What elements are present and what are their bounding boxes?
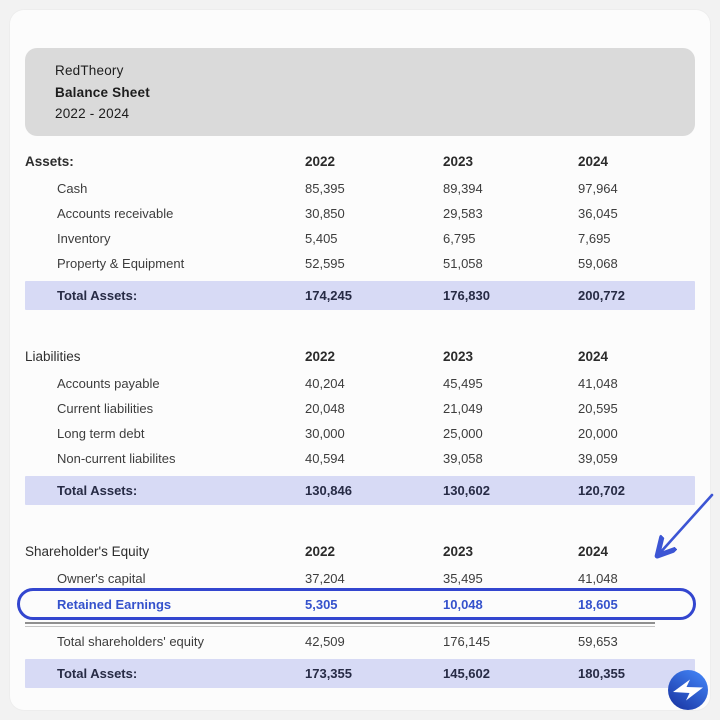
line-item-label: Inventory [57,231,111,246]
section-header-row [25,148,695,174]
line-item-value: 18,605 [578,597,618,612]
line-item-value: 5,405 [305,231,338,246]
line-item-value: 29,583 [443,206,483,221]
total-row [25,659,695,688]
section-header-row [25,538,695,564]
line-item-row [25,421,695,446]
line-item-label: Property & Equipment [57,256,185,271]
line-item-row [25,251,695,276]
company-name: RedTheory [55,63,124,78]
line-item-row [25,629,695,654]
line-item-value: 20,595 [578,401,618,416]
line-item-row [25,226,695,251]
year-column-header: 2022 [305,153,336,169]
report-header [25,48,695,136]
line-item-value: 6,795 [443,231,476,246]
line-item-label: Owner's capital [57,571,146,586]
total-value: 174,245 [305,288,352,303]
lightning-bolt-logo-icon [666,668,710,712]
line-item-value: 36,045 [578,206,618,221]
double-underline [25,622,655,627]
year-column-header: 2023 [443,348,474,364]
total-value: 180,355 [578,666,625,681]
line-item-label: Long term debt [57,426,145,441]
total-label: Total Assets: [57,483,138,498]
total-row [25,476,695,505]
line-item-value: 42,509 [305,634,345,649]
line-item-row [25,396,695,421]
section-1 [25,343,695,505]
line-item-value: 20,000 [578,426,618,441]
line-item-value: 25,000 [443,426,483,441]
total-value: 130,846 [305,483,352,498]
line-item-value: 40,204 [305,376,345,391]
total-label: Total Assets: [57,288,138,303]
line-item-value: 30,850 [305,206,345,221]
line-item-value: 41,048 [578,376,618,391]
section-0 [25,148,695,310]
year-column-header: 2024 [578,543,609,559]
total-value: 120,702 [578,483,625,498]
line-item-value: 21,049 [443,401,483,416]
circled-row-retained-earnings [25,591,695,618]
line-item-value: 35,495 [443,571,483,586]
section-2 [25,538,695,688]
line-item-value: 51,058 [443,256,483,271]
line-item-label: Total shareholders' equity [57,634,205,649]
total-value: 145,602 [443,666,490,681]
line-item-row [25,371,695,396]
year-column-header: 2024 [578,153,609,169]
line-item-value: 59,653 [578,634,618,649]
year-column-header: 2024 [578,348,609,364]
line-item-row [25,176,695,201]
line-item-value: 52,595 [305,256,345,271]
line-item-value: 37,204 [305,571,345,586]
report-period: 2022 - 2024 [55,106,130,121]
line-item-row [25,566,695,591]
line-item-value: 59,068 [578,256,618,271]
line-item-label: Accounts receivable [57,206,174,221]
line-item-row [25,201,695,226]
total-value: 173,355 [305,666,352,681]
line-item-label: Cash [57,181,88,196]
line-item-row [25,446,695,471]
line-item-value: 89,394 [443,181,483,196]
total-row [25,281,695,310]
year-column-header: 2023 [443,153,474,169]
year-column-header: 2023 [443,543,474,559]
line-item-value: 39,058 [443,451,483,466]
year-column-header: 2022 [305,543,336,559]
table [25,148,695,688]
total-label: Total Assets: [57,666,138,681]
line-item-value: 10,048 [443,597,483,612]
section-label: Assets: [25,153,74,169]
total-value: 130,602 [443,483,490,498]
line-item-value: 41,048 [578,571,618,586]
section-label: Liabilities [25,348,81,364]
section-label: Shareholder's Equity [25,543,150,559]
total-value: 176,830 [443,288,490,303]
line-item-label: Retained Earnings [57,597,172,612]
line-item-value: 5,305 [305,597,338,612]
year-column-header: 2022 [305,348,336,364]
line-item-value: 97,964 [578,181,618,196]
line-item-label: Accounts payable [57,376,160,391]
total-value: 200,772 [578,288,625,303]
line-item-label: Non-current liabilites [57,451,176,466]
line-item-value: 85,395 [305,181,345,196]
line-item-value: 40,594 [305,451,345,466]
line-item-value: 7,695 [578,231,611,246]
line-item-value: 176,145 [443,634,490,649]
section-header-row [25,343,695,369]
report-title: Balance Sheet [55,84,150,100]
balance-sheet-card [10,10,710,710]
line-item-value: 30,000 [305,426,345,441]
line-item-value: 20,048 [305,401,345,416]
line-item-value: 45,495 [443,376,483,391]
line-item-label: Current liabilities [57,401,154,416]
line-item-value: 39,059 [578,451,618,466]
